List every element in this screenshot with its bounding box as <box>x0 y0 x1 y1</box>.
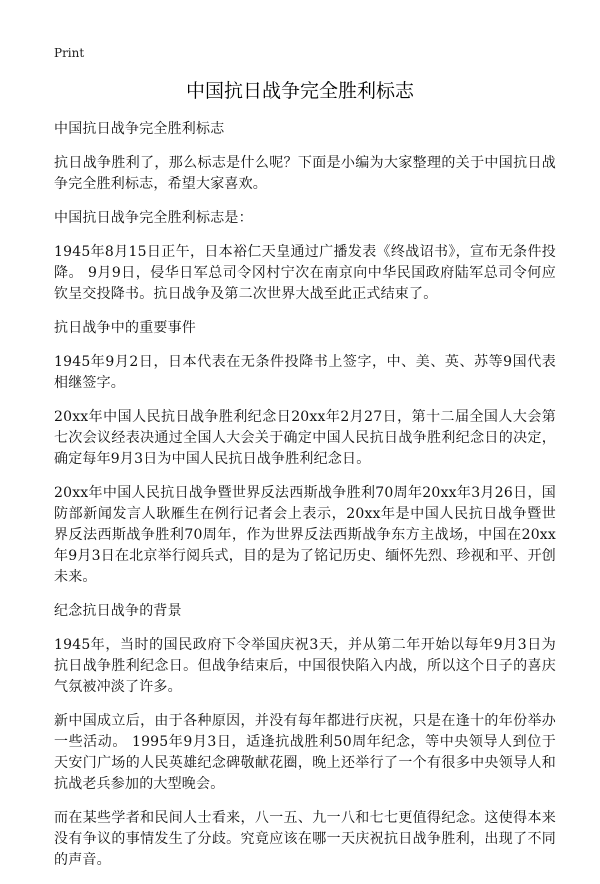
paragraph-dispute: 而在某些学者和民间人士看来，八一五、九一八和七七更值得纪念。这使得本来没有争议的事情发生了分歧。究竟应该在哪一天庆祝抗日战争胜利，出现了不同的声音。 <box>54 810 556 868</box>
paragraph-new-china: 新中国成立后，由于各种原因，并没有每年都进行庆祝，只是在逢十的年份举办一些活动。 1995年9月3日，适逢抗战胜利50周年纪念，等中央领导人到位于天安门广场的人民英雄纪念碑敬献花圈，晚上还举行了一个有很多中央领导人和抗战老兵参加的大型晚会。 <box>54 713 556 792</box>
paragraph-1945-celebration: 1945年，当时的国民政府下令举国庆祝3天，并从第二年开始以每年9月3日为抗日战争胜利纪念日。但战争结束后，中国很快陷入内战，所以这个日子的喜庆气氛被冲淡了许多。 <box>54 637 556 695</box>
paragraph-70th-anniversary: 20xx年中国人民抗日战争暨世界反法西斯战争胜利70周年20xx年3月26日，国防部新闻发言人耿雁生在例行记者会上表示，20xx年是中国人民抗日战争暨世界反法西斯战争胜利70周年，作为世界反法西斯战争东方主战场，中国在20xx年9月3日在北京举行阅兵式，目的是为了铭记历史、缅怀先烈、珍视和平、开创未来。 <box>54 485 556 585</box>
section-heading-intro: 中国抗日战争完全胜利标志 <box>54 121 225 137</box>
paragraph-intro: 抗日战争胜利了，那么标志是什么呢？下面是小编为大家整理的关于中国抗日战争完全胜利标志，希望大家喜欢。 <box>54 155 556 192</box>
paragraph-memorial-day: 20xx年中国人民抗日战争胜利纪念日20xx年2月27日，第十二届全国人大会第七次会议经表决通过全国人大会关于确定中国人民抗日战争胜利纪念日的决定，确定每年9月3日为中国人民抗日战争胜利纪念日。 <box>54 409 556 467</box>
page-title: 中国抗日战争完全胜利标志 <box>185 80 414 102</box>
article-body <box>54 119 556 884</box>
section-heading-events: 抗日战争中的重要事件 <box>54 320 196 336</box>
section-heading-symbol: 中国抗日战争完全胜利标志是： <box>54 210 253 226</box>
paragraph-signing: 1945年9月2日，日本代表在无条件投降书上签字，中、美、英、苏等9国代表相继签字。 <box>54 354 556 391</box>
section-heading-background: 纪念抗日战争的背景 <box>54 603 182 619</box>
print-link[interactable]: Print <box>54 46 85 60</box>
paragraph-surrender: 1945年8月15日正午，日本裕仁天皇通过广播发表《终战诏书》，宣布无条件投降。 9月9日，侵华日军总司令冈村宁次在南京向中华民国政府陆军总司令何应钦呈交投降书。抗日战争及第二次世界大战至此正式结束了。 <box>54 244 556 302</box>
